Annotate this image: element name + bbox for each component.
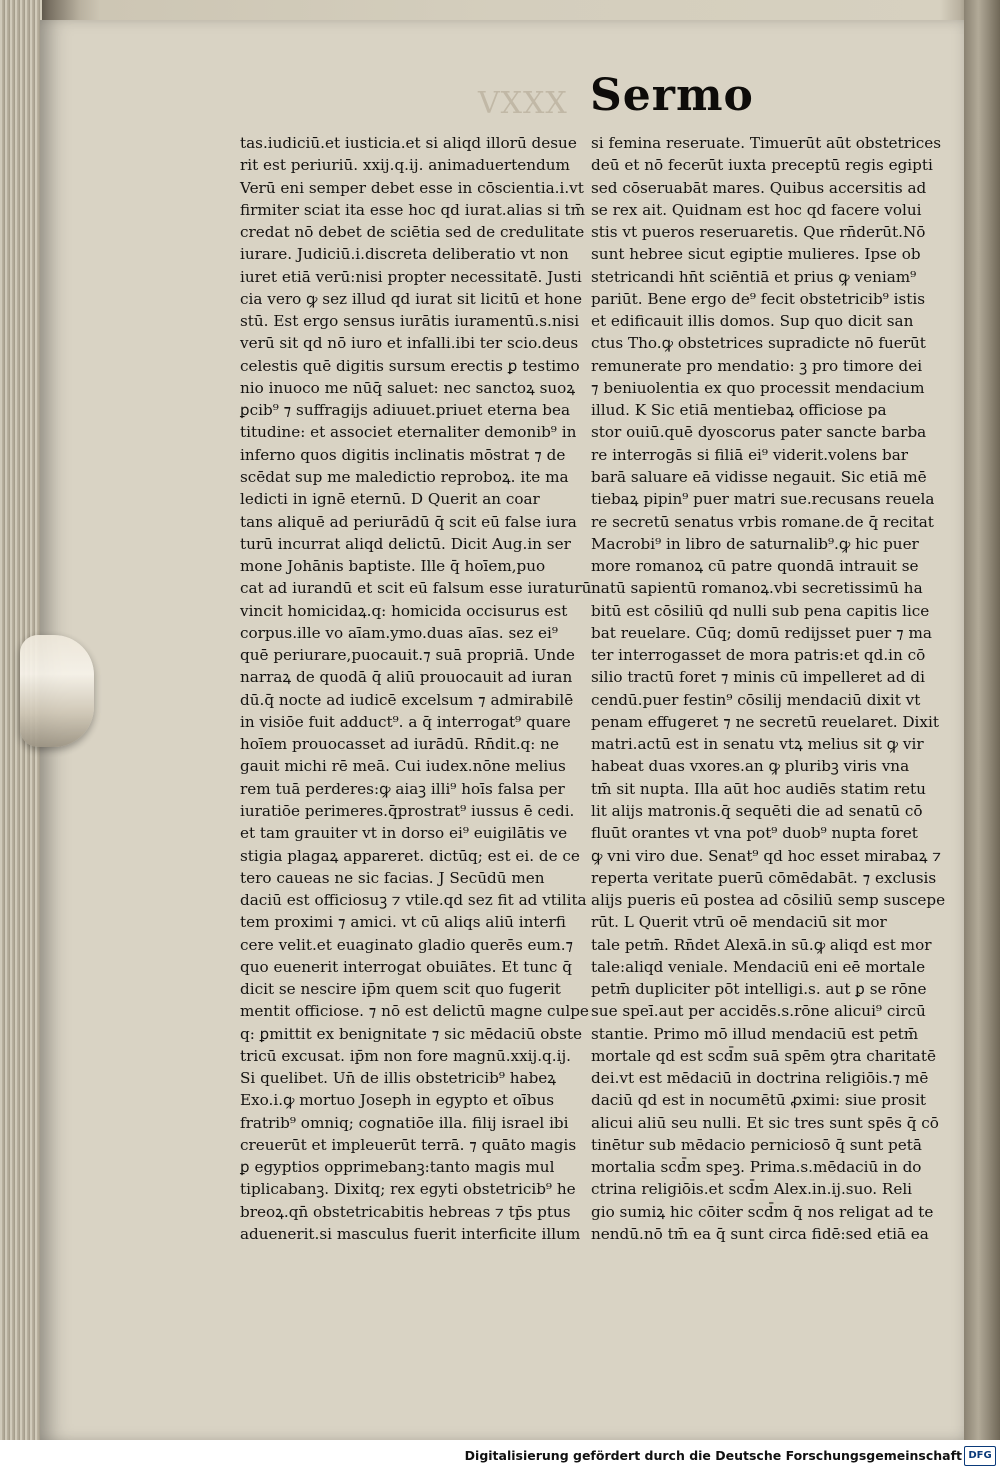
text-line: tem proximi ⁊ amici. vt cū aliqs aliū interfi [240,913,566,932]
text-line: aduenerit.si masculus fuerit interficite illum [240,1225,581,1244]
text-line: penam effugeret ⁊ ne secretū reuelaret. Dixit [591,712,939,731]
running-heading: Sermo [590,70,754,121]
text-line: Verū eni semper debet esse in cōscientia.i.vt [240,178,584,197]
text-line: daciū qd est in nocumētū ꝓximi: siue prosit [591,1091,927,1110]
text-line: Si quelibet. Un̄ de illis obstetricib⁹ habeꝝ [240,1069,557,1088]
text-line: stū. Est ergo sensus iurātis iuramentū.s.nisi [240,312,580,331]
text-line: cia vero ꝙ sez illud qd iurat sit licitū et hone [240,289,582,308]
text-line: tale petm̄. Rn̄det Alexā.in sū.ꝙ aliqd est mor [591,935,932,954]
text-line: tm̄ sit nupta. Illa aūt hoc audiēs statim retu [591,779,926,798]
text-line: ꝑcib⁹ ⁊ suffragijs adiuuet.priuet eterna bea [240,401,571,420]
text-line: rem tuā perderes:ꝙ aiaꝫ illi⁹ hoīs falsa per [240,779,565,798]
text-line: firmiter sciat ita esse hoc qd iurat.alias si tm̄ [240,200,586,219]
text-line: reperta veritate puerū cōmēdabāt. ⁊ exclusis [591,868,937,887]
right-text-column [591,132,946,1245]
text-line: illud. K Sic etiā mentiebaꝝ officiose pa [591,401,887,420]
text-line: bat reuelare. Cūq; domū redijsset puer ⁊ ma [591,623,932,642]
text-line: re interrogās si filiā ei⁹ viderit.volens bar [591,445,909,464]
text-line: ctrina religiōis.et scd̄m Alex.in.ij.suo. Reli [591,1180,913,1199]
text-line: se rex ait. Quidnam est hoc qd facere volui [591,200,922,219]
text-line: credat nō debet de sciētia sed de credulitate [240,223,585,242]
text-line: iuret etiā verū:nisi propter necessitatē. Justi [240,267,582,286]
text-line: fluūt orantes vt vna pot⁹ duob⁹ nupta foret [591,824,918,843]
text-line: ⁊ beniuolentia ex quo processit mendacium [591,378,925,397]
dfg-logo: DFG [964,1446,996,1466]
text-line: ctus Tho.ꝙ obstetrices supradicte nō fuerūt [591,334,926,353]
text-line: habeat duas vxores.an ꝙ pluribꝫ viris vna [591,757,910,776]
text-line: fratrib⁹ omniq; cognatiōe illa. filij israel ibi [240,1113,569,1132]
text-line: Macrobi⁹ in libro de saturnalib⁹.ꝙ hic puer [591,534,919,553]
text-line: bitū est cōsiliū qd nulli sub pena capitis lice [591,601,930,620]
text-line: dicit se nescire ip̄m quem scit quo fugerit [240,980,561,999]
text-line: inferno quos digitis inclinatis mōstrat ⁊ de [240,445,566,464]
text-line: rūt. L Querit vtrū oē mendaciū sit mor [591,913,887,932]
text-line: verū sit qd nō iuro et infalli.ibi ter scio.deus [240,334,579,353]
text-line: tricū excusat. ip̄m non fore magnū.xxij.q.ij. [240,1046,572,1065]
text-line: pariūt. Bene ergo de⁹ fecit obstetricib⁹ istis [591,289,926,308]
text-line: iurare. Judiciū.i.discreta deliberatio vt non [240,245,569,264]
text-line: q: ꝑmittit ex benignitate ⁊ sic mēdaciū obste [240,1024,582,1043]
text-line: ledicti in ignē eternū. D Querit an coar [240,490,540,509]
text-line: silio tractū foret ⁊ minis cū impelleret ad di [591,668,925,687]
page-clip [20,635,94,747]
text-line: sunt hebree sicut egiptie mulieres. Ipse ob [591,245,921,264]
text-line: quo euenerit interrogat obuiātes. Et tunc q̄ [240,957,572,976]
text-line: deū et nō fecerūt iuxta preceptū regis egipti [591,156,933,175]
text-line: dū.q̄ nocte ad iudicē excelsum ⁊ admirabilē [240,690,574,709]
text-line: nendū.nō tm̄ ea q̄ sunt circa fidē:sed etiā ea [591,1225,929,1244]
text-line: matri.actū est in senatu vtꝝ melius sit ꝙ vir [591,735,924,754]
text-line: sue speī.aut per accidēs.s.rōne alicui⁹ circū [591,1002,926,1021]
text-line: lit alijs matronis.q̄ sequēti die ad senatū cō [591,801,923,820]
text-line: stantie. Primo mō illud mendaciū est petm̄ [591,1024,919,1043]
text-line: more romanoꝝ cū patre quondā intrauit se [591,557,919,576]
folio-numeral: VXXX [478,86,568,121]
text-line: et edificauit illis domos. Sup quo dicit san [591,312,914,331]
text-line: rit est periuriū. xxij.q.ij. animaduertendum [240,156,570,175]
text-line: hoīem prouocasset ad iurādū. Rn̄dit.q: ne [240,735,559,754]
text-line: ter interrogasset de mora patris:et qd.in cō [591,646,926,665]
text-line: barā saluare eā vidisse negauit. Sic etiā mē [591,467,927,486]
text-line: mentit officiose. ⁊ nō est delictū magne culpe [240,1002,589,1021]
text-line: ꝙ vni viro due. Senat⁹ qd hoc esset mirabaꝝ ⁊ [591,846,942,865]
text-line: creuerūt et impleuerūt terrā. ⁊ quāto magis [240,1135,577,1154]
text-line: in visiōe fuit adduct⁹. a q̄ interrogat⁹ quare [240,712,571,731]
text-line: nio inuoco me nūq̄ saluet: nec sanctoꝝ suoꝝ [240,378,576,397]
text-line: tinētur sub mēdacio perniciosō q̄ sunt petā [591,1135,922,1154]
text-line: stor ouiū.quē dyoscorus pater sancte barba [591,423,927,442]
text-line: daciū est officiosuꝫ ⁊ vtile.qd sez fit ad vtilita [240,891,587,910]
text-line: alijs pueris eū postea ad cōsiliū semp suscepe [591,891,946,910]
text-line: corpus.ille vo aīam.ymo.duas aīas. sez ei⁹ [240,623,558,642]
text-line: et tam grauiter vt in dorso ei⁹ euigilātis ve [240,824,568,843]
text-line: breoꝝ.qn̄ obstetricabitis hebreas ⁊ tp̄s ptus [240,1202,571,1221]
text-line: petm̄ dupliciter pōt intelligi.s. aut ꝑ se rōne [591,980,927,999]
text-line: mortalia scd̄m speꝫ. Prima.s.mēdaciū in do [591,1158,922,1177]
text-line: cendū.puer festin⁹ cōsilij mendaciū dixit vt [591,690,921,709]
text-line: vincit homicidaꝝ.q: homicida occisurus est [240,601,568,620]
text-line: alicui aliū seu nulli. Et sic tres sunt spēs q̄ cō [591,1113,939,1132]
text-line: titudine: et associet eternaliter demonib⁹ in [240,423,577,442]
text-line: si femina reseruate. Timuerūt aūt obstetrices [591,134,942,152]
text-line: scēdat sup me maledictio reproboꝝ. ite ma [240,467,569,486]
text-line: ꝑ egyptios opprimebanꝫ:tanto magis mul [240,1158,555,1177]
footer-bar [0,1440,1000,1471]
text-line: turū incurrat aliqd delictū. Dicit Aug.in ser [240,534,571,553]
text-line: natū sapientū romanoꝝ.vbi secretissimū ha [591,579,923,598]
text-line: Exo.i.ꝙ mortuo Joseph in egypto et oībus [240,1091,555,1110]
text-line: stetricandi hn̄t sciēntiā et prius ꝙ veniam⁹ [591,267,917,286]
text-line: stigia plagaꝝ appareret. dictūq; est ei. de ce [240,846,580,865]
text-line: mone Johānis baptiste. Ille q̄ hoīem,puo [240,557,546,576]
text-line: tans aliquē ad periurādū q̄ scit eū false iura [240,512,577,531]
text-line: gio sumiꝝ hic cōiter scd̄m q̄ nos religat ad te [591,1202,934,1221]
text-line: quē periurare,puocauit.⁊ suā propriā. Unde [240,646,575,665]
text-line: tiplicabanꝫ. Dixitq; rex egyti obstetricib⁹ he [240,1180,576,1199]
text-line: narraꝝ de quodā q̄ aliū prouocauit ad iuran [240,668,573,687]
text-line: stis vt pueros reseruaretis. Que rn̄derūt.Nō [591,223,926,242]
text-line: remunerate pro mendatio: ꝫ pro timore dei [591,356,923,375]
text-line: iuratiōe perimeres.q̄prostrat⁹ iussus ē cedi. [240,801,575,820]
text-line: gauit michi rē meā. Cui iudex.nōne melius [240,757,566,776]
text-line: sed cōseruabāt mares. Quibus accersitis ad [591,178,927,197]
text-line: tale:aliqd veniale. Mendaciū eni eē mortale [591,957,926,976]
text-line: mortale qd est scd̄m suā spēm ꝯtra charitatē [591,1046,936,1065]
text-line: tiebaꝝ pipin⁹ puer matri sue.recusans reuela [591,490,935,509]
text-line: tero caueas ne sic facias. J Secūdū men [240,868,545,887]
text-line: re secretū senatus vrbis romane.de q̄ recitat [591,512,934,531]
right-page-edge [964,0,1000,1440]
text-line: cat ad iurandū et scit eū falsum esse iuraturū [240,579,592,598]
text-line: dei.vt est mēdaciū in doctrina religiōis.⁊ mē [591,1069,929,1088]
funding-credit: Digitalisierung gefördert durch die Deutsche Forschungsgemeinschaft [464,1448,962,1463]
left-text-column [240,132,592,1245]
text-line: celestis quē digitis sursum erectis ꝑ testimo [240,356,580,375]
text-line: cere velit.et euaginato gladio querēs eum.⁊ [240,935,574,954]
text-line: tas.iudiciū.et iusticia.et si aliqd illorū desue [240,134,577,152]
